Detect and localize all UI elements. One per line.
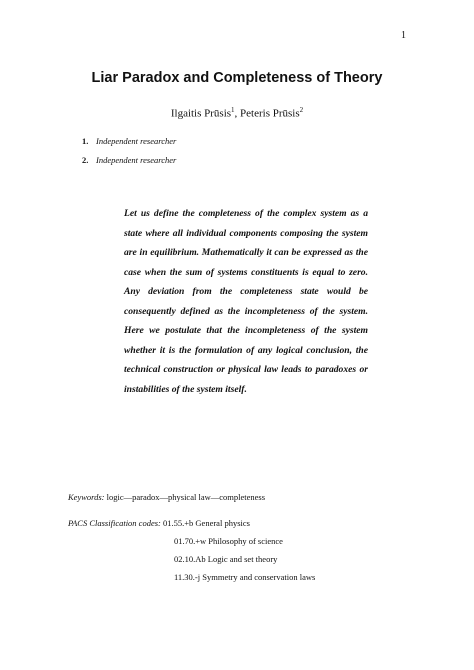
author-affiliation-mark: 2	[299, 106, 304, 114]
pacs-line	[68, 518, 250, 528]
pacs-code: 02.10.Ab Logic and set theory	[174, 554, 278, 564]
pacs-code: 01.70.+w Philosophy of science	[174, 536, 283, 546]
affiliation-item	[82, 136, 176, 146]
author-affiliation-mark: 1	[231, 106, 235, 114]
author-name: Ilgaitis Prūsis	[170, 107, 232, 120]
affiliation-number: 2.	[82, 155, 89, 165]
affiliation-number: 1.	[82, 136, 89, 146]
paper-title: Liar Paradox and Completeness of Theory	[91, 70, 383, 86]
affiliation-text: Independent researcher	[96, 155, 177, 165]
pacs-code: 11.30.-j Symmetry and conservation laws	[174, 572, 316, 582]
author-name: Peteris Prūsis	[240, 107, 300, 120]
keywords-line	[68, 492, 265, 502]
keywords-text: logic—paradox—physical law—completeness	[106, 492, 266, 502]
pacs-code: 01.55.+b General physics	[163, 518, 250, 528]
keywords-label: Keywords:	[68, 492, 105, 502]
author-list: Ilgaitis Prūsis$^1$, Peteris Prūsis$^2$	[170, 106, 304, 120]
abstract-text: Let us define the completeness of the complex system as a state where all individual components composing the system are in equilibrium. Mathematically it can be expressed as the case when the sum of systems constituents is equal to zero. Any deviation from the completeness state would be consequently defined as the incompleteness of the system. Here we postulate that the incompleteness of the system whether it is the formulation of any logical conclusion, the technical construction or physical law leads to paradoxes or instabilities of the system itself.	[124, 208, 368, 395]
affiliation-item	[82, 155, 176, 165]
pacs-label: PACS Classification codes:	[68, 518, 161, 528]
page-number: 1	[401, 30, 406, 41]
affiliation-text: Independent researcher	[96, 136, 177, 146]
